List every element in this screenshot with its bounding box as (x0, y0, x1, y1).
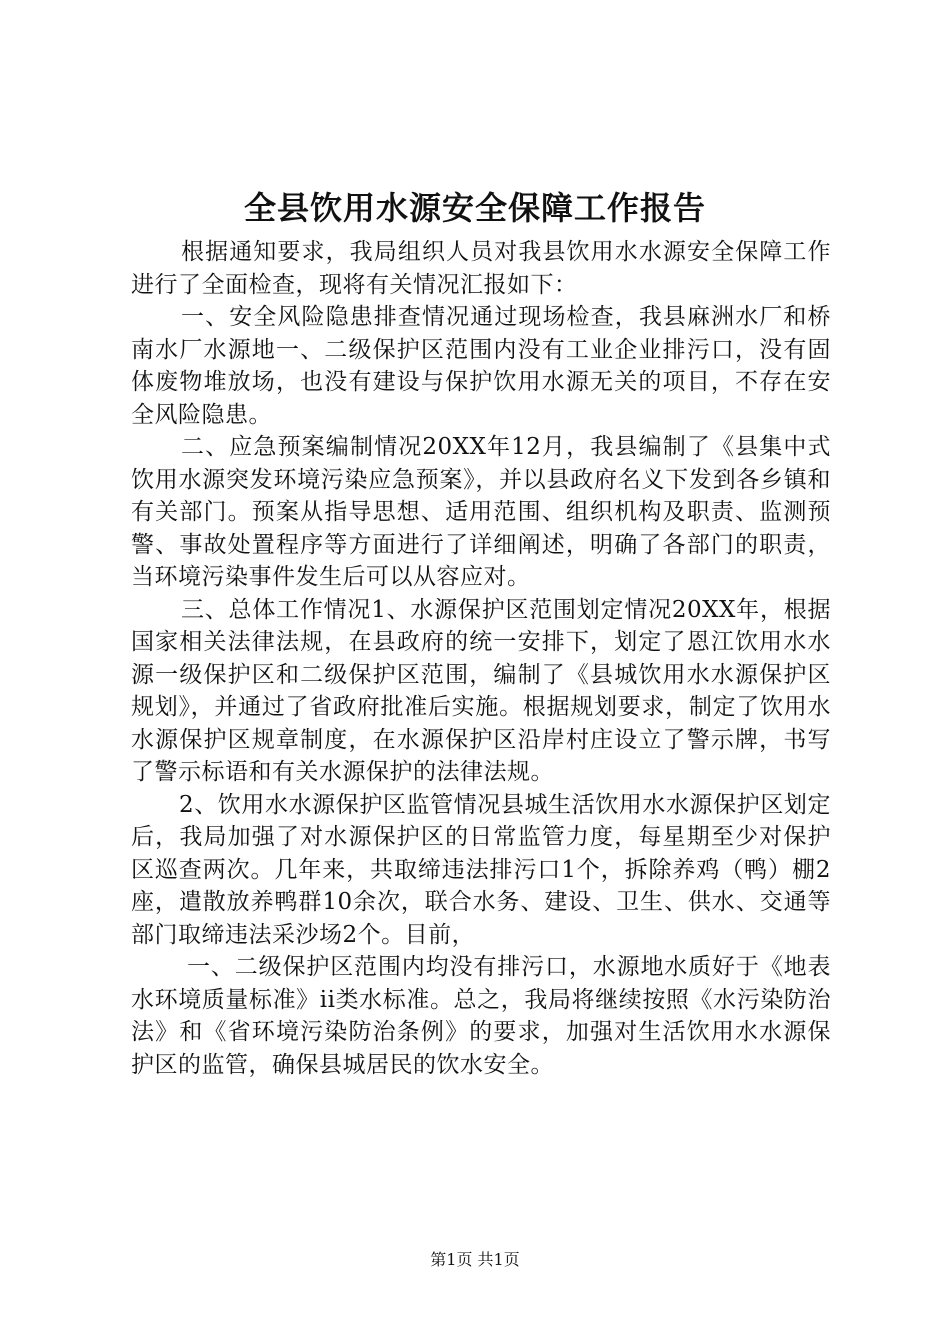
paragraph-conclusion: 一、二级保护区范围内均没有排污口，水源地水质好于《地表水环境质量标准》ii类水标准。总之，我局将继续按照《水污染防治法》和《省环境污染防治条例》的要求，加强对生活饮用水水源保护区的监管，确保县城居民的饮水安全。 (131, 954, 831, 1078)
paragraph-intro: 根据通知要求，我局组织人员对我县饮用水水源安全保障工作进行了全面检查，现将有关情况汇报如下： (131, 239, 831, 298)
paragraph-risk-check: 一、安全风险隐患排查情况通过现场检查，我县麻洲水厂和桥南水厂水源地一、二级保护区范围内没有工业企业排污口，没有固体废物堆放场，也没有建设与保护饮用水源无关的项目，不存在安全风险隐患。 (131, 304, 831, 428)
page-footer: 第1页 共1页 (430, 1250, 520, 1269)
document-title: 全县饮用水源安全保障工作报告 (243, 189, 706, 227)
document-body (131, 236, 831, 1081)
paragraph-emergency-plan: 二、应急预案编制情况20XX年12月，我县编制了《县集中式饮用水源突发环境污染应急预案》，并以县政府名义下发到各乡镇和有关部门。预案从指导思想、适用范围、组织机构及职责、监测预警、事故处置程序等方面进行了详细阐述，明确了各部门的职责，当环境污染事件发生后可以从容应对。 (131, 434, 831, 590)
paragraph-supervision: 2、饮用水水源保护区监管情况县城生活饮用水水源保护区划定后，我局加强了对水源保护区的日常监管力度，每星期至少对保护区巡查两次。几年来，共取缔违法排污口1个，拆除养鸡（鸭）棚2座，遣散放养鸭群10余次，联合水务、建设、卫生、供水、交通等部门取缔违法采沙场2个。目前， (131, 791, 831, 948)
paragraph-overall-work: 三、总体工作情况1、水源保护区范围划定情况20XX年，根据国家相关法律法规，在县政府的统一安排下，划定了恩江饮用水水源一级保护区和二级保护区范围，编制了《县城饮用水水源保护区规划》，并通过了省政府批准后实施。根据规划要求，制定了饮用水水源保护区规章制度，在水源保护区沿岸村庄设立了警示牌，书写了警示标语和有关水源保护的法律法规。 (131, 596, 831, 785)
